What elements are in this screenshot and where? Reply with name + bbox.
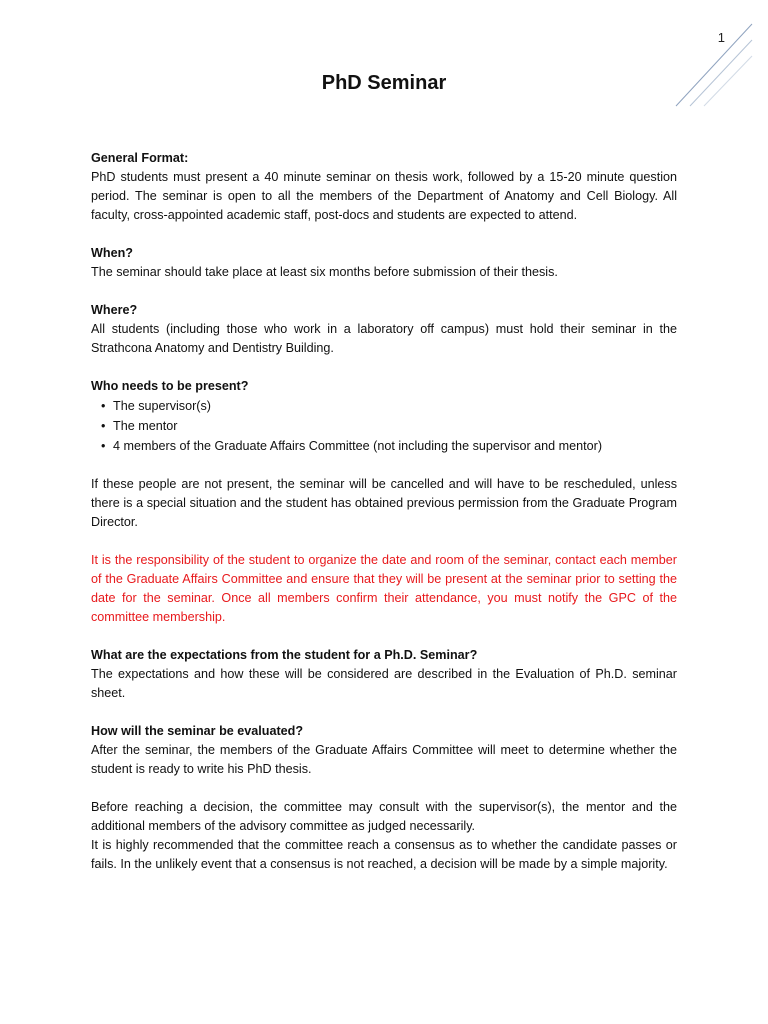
spacer [91, 456, 677, 475]
list-item: • 4 members of the Graduate Affairs Committee (not including the supervisor and mentor) [101, 436, 677, 456]
list-item: • The supervisor(s) [101, 396, 677, 416]
when-heading: When? [91, 246, 133, 260]
spacer [91, 282, 677, 301]
where-paragraph: All students (including those who work in a laboratory off campus) must hold their seminar in the Strathcona Anatomy and Dentistry Building. [91, 322, 677, 355]
attendee-list [91, 396, 677, 456]
responsibility-paragraph: It is the responsibility of the student to organize the date and room of the seminar, contact each member of the Graduate Affairs Committee and ensure that they will be present at the seminar prior to setting the date for the seminar. Once all members confirm their attendance, you must notify the GPC of the committee membership. [91, 553, 677, 624]
general-format-paragraph: PhD students must present a 40 minute seminar on thesis work, followed by a 15-20 minute question period. The seminar is open to all the members of the Department of Anatomy and Cell Biology. All faculty, cross-appointed academic staff, post-docs and students are expected to attend. [91, 170, 677, 222]
spacer [91, 358, 677, 377]
cancellation-paragraph: If these people are not present, the seminar will be cancelled and will have to be rescheduled, unless there is a special situation and the student has obtained previous permission from the Graduate Program Director. [91, 477, 677, 529]
evaluation-paragraph: After the seminar, the members of the Graduate Affairs Committee will meet to determine whether the student is ready to write his PhD thesis. [91, 743, 677, 776]
who-heading: Who needs to be present? [91, 379, 249, 393]
page-number: 1 [717, 30, 725, 45]
list-item: • The mentor [101, 416, 677, 436]
spacer [91, 225, 677, 244]
spacer [91, 779, 677, 798]
document-title: PhD Seminar [321, 72, 447, 94]
decision-paragraph: Before reaching a decision, the committee may consult with the supervisor(s), the mentor and the additional members of the advisory committee as judged necessarily. [91, 800, 677, 833]
general-format-heading: General Format: [91, 151, 189, 165]
spacer [91, 703, 677, 722]
evaluation-heading: How will the seminar be evaluated? [91, 724, 304, 738]
where-heading: Where? [91, 303, 138, 317]
when-paragraph: The seminar should take place at least six months before submission of their thesis. [91, 265, 558, 279]
expectations-heading: What are the expectations from the student for a Ph.D. Seminar? [91, 648, 478, 662]
spacer [91, 532, 677, 551]
expectations-paragraph: The expectations and how these will be considered are described in the Evaluation of Ph.D. seminar sheet. [91, 667, 677, 700]
spacer [91, 627, 677, 646]
consensus-paragraph: It is highly recommended that the committee reach a consensus as to whether the candidate passes or fails. In the unlikely event that a consensus is not reached, a decision will be made by a simple majority. [91, 838, 677, 871]
document-body [91, 149, 677, 874]
